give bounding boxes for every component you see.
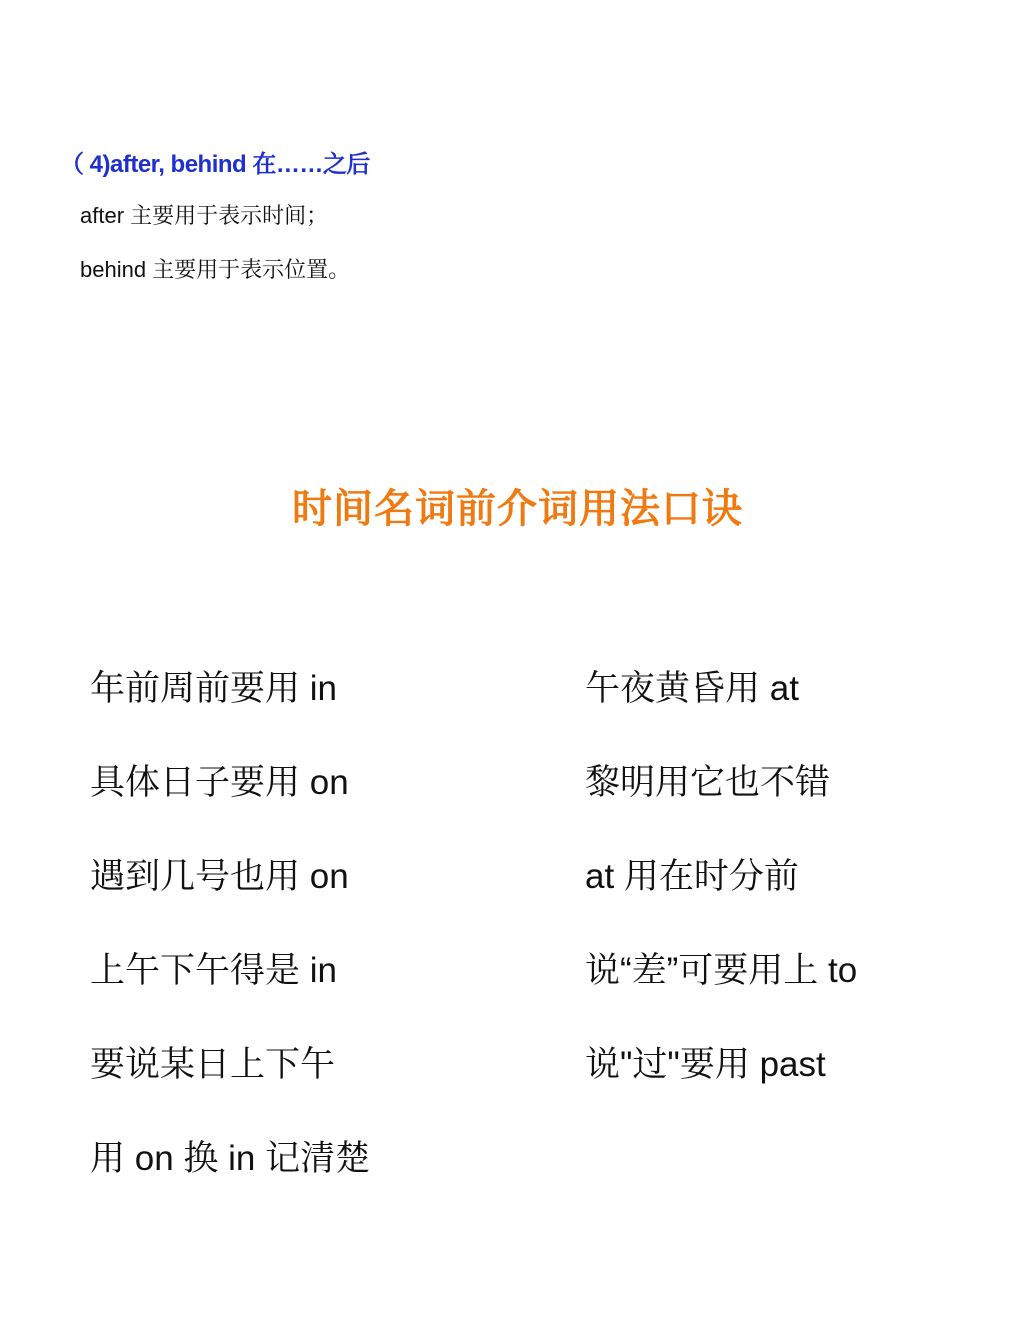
rhyme-line: 午夜黄昏用 at (585, 669, 799, 708)
rhyme-column-left (90, 667, 530, 1231)
rhyme-line: 说"过"要用 past (585, 1045, 826, 1084)
rhyme-column-right (585, 667, 1024, 1137)
rhyme-line: 用 on 换 in 记清楚 (90, 1139, 371, 1178)
note-after: after 主要用于表示时间； (80, 203, 329, 228)
rhyme-line: at 用在时分前 (585, 857, 799, 896)
rhyme-line: 说“差”可要用上 to (585, 951, 858, 990)
rhyme-line: 具体日子要用 on (90, 763, 349, 802)
rhyme-line: 年前周前要用 in (90, 669, 337, 708)
mnemonic-title: 时间名词前介词用法口诀 (292, 487, 743, 531)
rhyme-line: 要说某日上下午 (90, 1045, 336, 1084)
note-behind: behind 主要用于表示位置。 (80, 257, 351, 282)
rhyme-line: 黎明用它也不错 (585, 763, 831, 802)
section-heading: （ 4)after, behind 在……之后 (60, 151, 370, 178)
rhyme-line: 上午下午得是 in (90, 951, 337, 990)
rhyme-line: 遇到几号也用 on (90, 857, 349, 896)
